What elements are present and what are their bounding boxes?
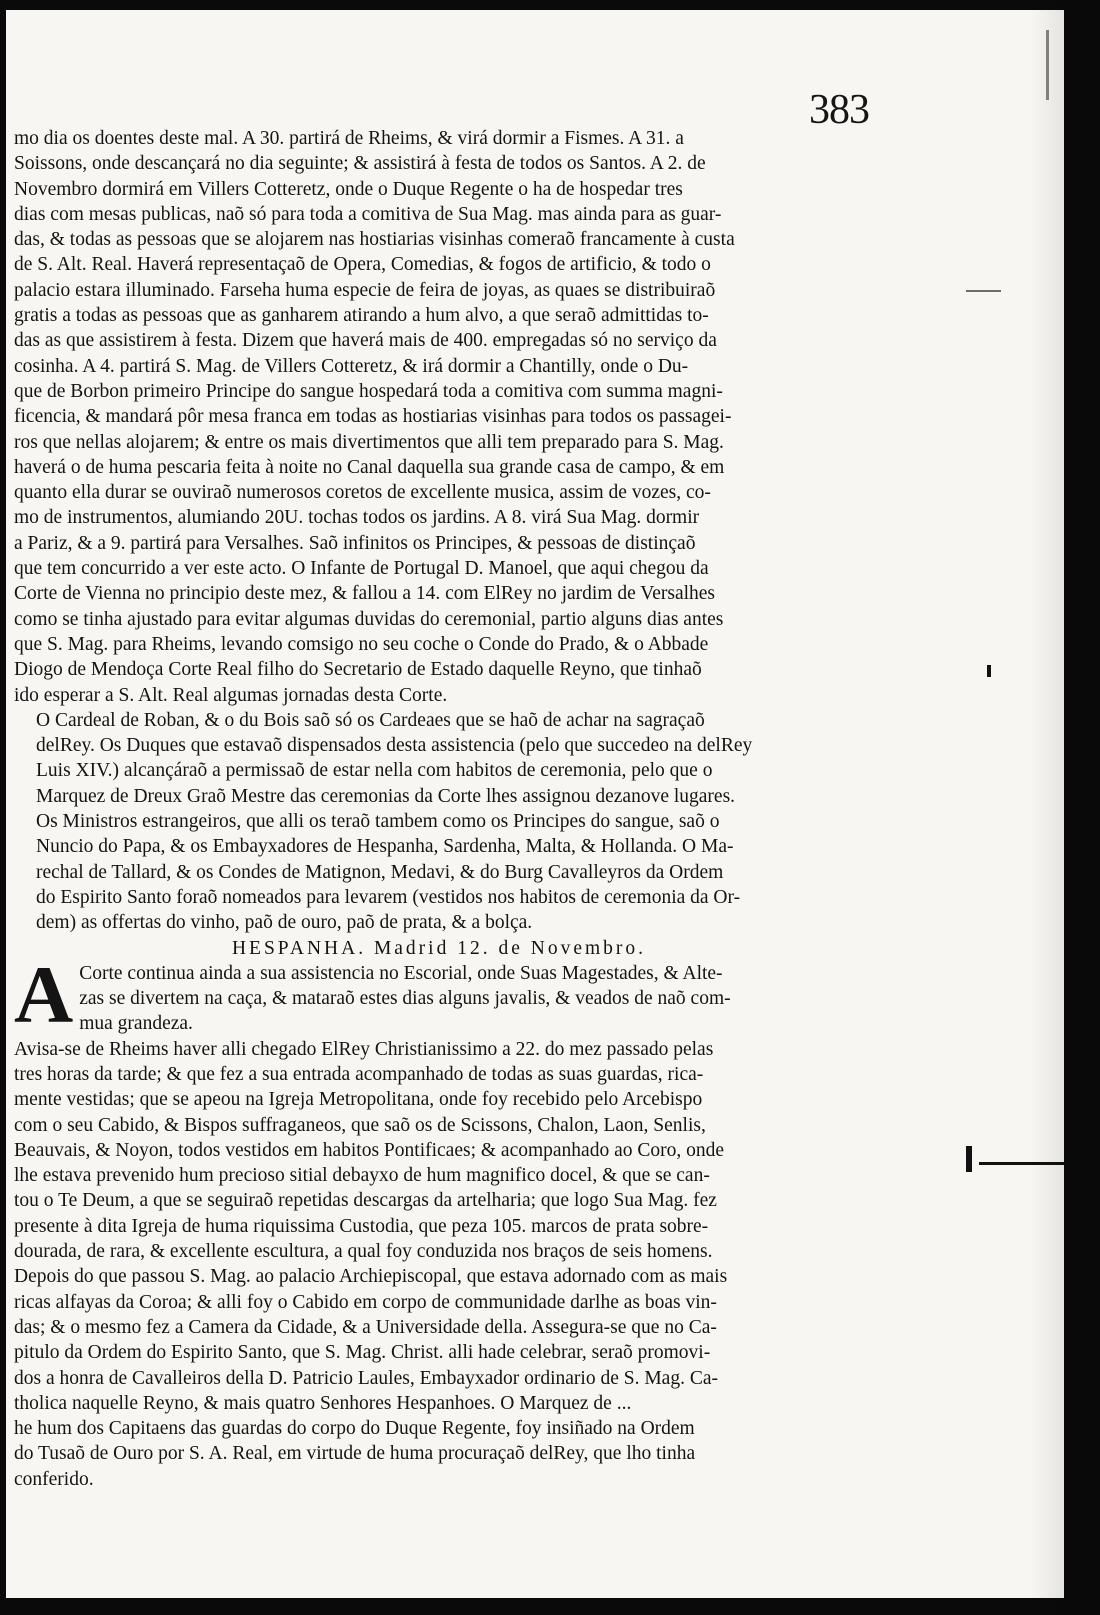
text-line: do Espirito Santo foraõ nomeados para levarem (vestidos nos habitos de ceremonia da Or- (36, 886, 741, 908)
text-line: quanto ella durar se ouviraõ numerosos coretos de excellente musica, assim de vozes, co- (14, 482, 711, 504)
page-edge-shadow (1030, 0, 1100, 1615)
newspaper-page (6, 10, 1064, 1598)
text-line: Depois do que passou S. Mag. ao palacio Archiepiscopal, que estava adornado com as mais (14, 1266, 728, 1288)
text-line: das, & todas as pessoas que se alojarem nas hostiarias visinhas comeraõ francamente à custa (14, 229, 735, 251)
text-line: tres horas da tarde; & que fez a sua entrada acompanhado de todas as suas guardas, rica- (14, 1063, 704, 1085)
text-line: dem) as offertas do vinho, paõ de ouro, paõ de prata, & a bolça. (36, 912, 533, 934)
text-line: lhe estava prevenido hum precioso sitial debayxo de hum magnifico docel, & que se can- (14, 1165, 710, 1187)
margin-speck-1 (966, 290, 1001, 292)
text-line: mo de instrumentos, alumiando 20U. tochas todos os jardins. A 8. virá Sua Mag. dormir (14, 507, 700, 529)
text-line: Os Ministros estrangeiros, que alli os teraõ tambem como os Principes do sangue, saõ o (36, 811, 720, 833)
paragraph-2 (14, 708, 864, 936)
text-line: a Pariz, & a 9. partirá para Versalhes. Saõ infinitos os Principes, & pessoas de distinçaõ (14, 532, 696, 554)
text-line: mo dia os doentes deste mal. A 30. partirá de Rheims, & virá dormir a Fismes. A 31. a (14, 128, 684, 149)
text-line: ficencia, & mandará pôr mesa franca em todas as hostiarias visinhas para todos os passagei- (14, 406, 732, 428)
paragraph-1 (14, 126, 864, 708)
section-heading: HESPANHA. Madrid 12. de Novembro. (231, 937, 647, 959)
text-line: pitulo da Ordem do Espirito Santo, que S. Mag. Christ. alli hade celebrar, seraõ promovi- (14, 1342, 711, 1364)
text-line: Nuncio do Papa, & os Embayxadores de Hespanha, Sardenha, Malta, & Hollanda. O Ma- (36, 836, 734, 858)
text-line: gratis a todas as pessoas que as ganharem atirando a hum alvo, a que seraõ admittidas to- (14, 305, 709, 327)
text-line: que tem concurrido a ver este acto. O Infante de Portugal D. Manoel, que aqui chegou da (14, 558, 709, 580)
text-line: haverá o de huma pescaria feita à noite no Canal daquella sua grande casa de campo, & em (14, 456, 725, 478)
text-line: palacio estara illuminado. Farseha huma especie de feira de joyas, as quaes se distribuiraõ (14, 279, 716, 301)
text-line: delRey. Os Duques que estavaõ dispensados desta assistencia (pelo que succedeo na delRey (36, 735, 753, 757)
margin-mark-1 (987, 665, 991, 677)
text-line: ido esperar a S. Alt. Real algumas jornadas desta Corte. (14, 684, 448, 706)
text-line: ricas alfayas da Coroa; & alli foy o Cabido em corpo de communidade darlhe as boas vin- (14, 1291, 717, 1313)
text-line: Soissons, onde descançará no dia seguinte; & assistirá à festa de todos os Santos. A 2. de (14, 153, 706, 175)
margin-mark-2 (966, 1146, 972, 1172)
text-line: Beauvais, & Noyon, todos vestidos em habitos Pontificaes; & acompanhado ao Coro, onde (14, 1139, 725, 1161)
text-line: tholica naquelle Reyno, & mais quatro Senhores Hespanhoes. O Marquez de ... (14, 1392, 632, 1414)
text-line: mente vestidas; que se apeou na Igreja Metropolitana, onde foy recebido pelo Arcebispo (14, 1089, 703, 1111)
text-line: com o seu Cabido, & Bispos suffraganeos, que saõ os de Scissons, Chalon, Laon, Senlis, (14, 1114, 706, 1136)
text-line: Corte continua ainda a sua assistencia no Escorial, onde Suas Magestades, & Alte- (79, 962, 723, 984)
text-line: Novembro dormirá em Villers Cotteretz, onde o Duque Regente o ha de hospedar tres (14, 178, 683, 200)
text-line: dias com mesas publicas, naõ só para toda a comitiva de Sua Mag. mas ainda para as guar- (14, 203, 722, 225)
paragraph-4 (14, 1037, 864, 1492)
text-line: Luis XIV.) alcançáraõ a permissaõ de estar nella com habitos de ceremonia, pelo que o (36, 760, 713, 782)
text-line: he hum dos Capitaens das guardas do corpo do Duque Regente, foy insiñado na Ordem (14, 1418, 695, 1440)
text-line: que de Borbon primeiro Principe do sangue hospedará toda a comitiva com summa magni- (14, 380, 723, 402)
text-line: de S. Alt. Real. Haverá representaçaõ de Opera, Comedias, & fogos de artificio, & todo o (14, 254, 711, 276)
text-line: rechal de Tallard, & os Condes de Matignon, Medavi, & do Burg Cavalleyros da Ordem (36, 861, 724, 883)
drop-cap: A (14, 948, 74, 1040)
text-line: cosinha. A 4. partirá S. Mag. de Villers Cotteretz, & irá dormir a Chantilly, onde o Du- (14, 355, 689, 377)
text-line: tou o Te Deum, a que se seguiraõ repetidas descargas da artelharia; que logo Sua Mag. fez (14, 1190, 717, 1212)
text-line: O Cardeal de Roban, & o du Bois saõ só os Cardeaes que se haõ de achar na sagraçaõ (36, 709, 705, 731)
text-line: presente à dita Igreja de huma riquissima Custodia, que peza 105. marcos de prata sobre- (14, 1215, 709, 1237)
text-line: Marquez de Dreux Graõ Mestre das ceremonias da Corte lhes assignou dezanove lugares. (36, 785, 736, 807)
text-line: mua grandeza. (79, 1013, 193, 1035)
article-body (14, 126, 864, 1492)
text-line: Avisa-se de Rheims haver alli chegado ElRey Christianissimo a 22. do mez passado pelas (14, 1038, 714, 1060)
text-line: das as que assistirem à festa. Dizem que haverá mais de 400. empregadas só no serviço da (14, 330, 717, 352)
text-line: zas se divertem na caça, & mataraõ estes dias alguns javalis, & veados de naõ com- (79, 988, 731, 1010)
text-line: dourada, de rara, & excellente esculturа, a qual foy conduzida nos braços de seis homens. (14, 1241, 713, 1263)
text-line: do Tusaõ de Ouro por S. A. Real, em virtude de huma procuraçaõ delRey, que lho tinha (14, 1443, 696, 1465)
text-line: como se tinha ajustado para evitar algumas duvidas do ceremonial, partio alguns dias antes (14, 608, 724, 630)
page-number: 383 (809, 87, 869, 133)
text-line: conferido. (14, 1468, 94, 1490)
text-line: ros que nellas alojarem; & entre os mais divertimentos que alli tem preparado para S. Mag. (14, 431, 724, 453)
text-line: das; & o mesmo fez a Camera da Cidade, & a Universidade della. Assegura-se que no Ca- (14, 1316, 717, 1338)
text-line: Diogo de Mendoça Corte Real filho do Secretario de Estado daquelle Reyno, que tinhaõ (14, 659, 702, 681)
text-line: Corte de Vienna no principio deste mez, & fallou a 14. com ElRey no jardim de Versalhes (14, 583, 716, 605)
text-line: que S. Mag. para Rheims, levando comsigo no seu coche o Conde do Prado, & o Abbade (14, 633, 709, 655)
text-line: dos a honra de Cavalleiros della D. Patricio Laules, Embayxador ordinario de S. Mag. Ca- (14, 1367, 718, 1389)
